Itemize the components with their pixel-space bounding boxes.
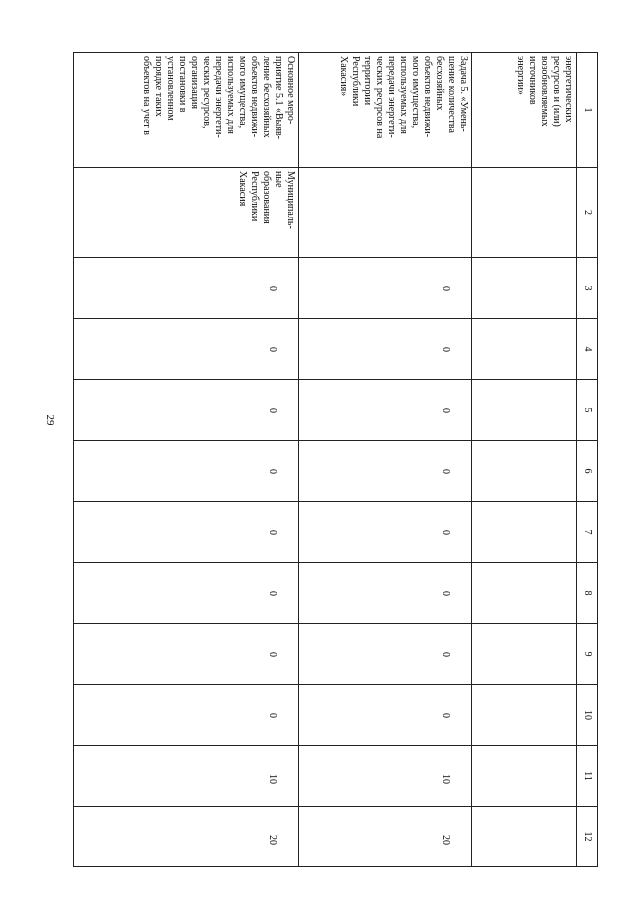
header-cell: 12: [577, 807, 598, 867]
table-row: [299, 53, 472, 867]
value-cell: [472, 258, 577, 319]
value-cell: 10: [299, 746, 472, 807]
value-cell: [472, 685, 577, 746]
value-cell: [472, 563, 577, 624]
header-cell: 10: [577, 685, 598, 746]
header-cell: 3: [577, 258, 598, 319]
header-cell: 9: [577, 624, 598, 685]
value-cell: 0: [299, 685, 472, 746]
value-cell: 0: [299, 563, 472, 624]
value-cell: 0: [74, 380, 299, 441]
page-number: 29: [44, 414, 56, 426]
header-cell: 2: [577, 168, 598, 258]
header-cell: 4: [577, 319, 598, 380]
header-cell: 5: [577, 380, 598, 441]
value-cell: 0: [299, 380, 472, 441]
value-cell: 0: [299, 319, 472, 380]
value-cell: [472, 502, 577, 563]
header-cell: 11: [577, 746, 598, 807]
header-cell: 7: [577, 502, 598, 563]
row-name-cell: Основное меро- приятие 5.1 «Выяв- ление бесхозяйных объектов недвижи- мого имущества, используемых для передачи энергети- ческих ресурсов, организация постановки в установленном порядке таких объектов на учет в: [74, 53, 299, 168]
executor-cell: Муниципаль- ные образования Республики Хакасия: [74, 168, 299, 258]
row-name-cell: Задача 5. «Умень- шение количества бесхозяйных объектов недвижи- мого имущества, используемых для передачи энергети- ческих ресурсов на территории Республики Хакасия»: [299, 53, 472, 168]
value-cell: 0: [74, 685, 299, 746]
value-cell: [472, 380, 577, 441]
value-cell: 0: [299, 624, 472, 685]
value-cell: [472, 624, 577, 685]
value-cell: 0: [74, 624, 299, 685]
value-cell: 10: [74, 746, 299, 807]
table-row: [74, 53, 299, 867]
header-cell: 6: [577, 441, 598, 502]
executor-cell: [299, 168, 472, 258]
value-cell: [472, 319, 577, 380]
header-cell: 8: [577, 563, 598, 624]
data-table: [73, 52, 598, 867]
value-cell: 20: [74, 807, 299, 867]
value-cell: 20: [299, 807, 472, 867]
rotated-table-container: [92, 52, 598, 853]
value-cell: 0: [74, 502, 299, 563]
header-cell: 1: [577, 53, 598, 168]
value-cell: 0: [74, 258, 299, 319]
executor-cell: [472, 168, 577, 258]
value-cell: [472, 746, 577, 807]
value-cell: [472, 441, 577, 502]
value-cell: [472, 807, 577, 867]
value-cell: 0: [299, 441, 472, 502]
value-cell: 0: [74, 441, 299, 502]
table-row: [472, 53, 577, 867]
table-header-row: [577, 53, 598, 867]
value-cell: 0: [74, 563, 299, 624]
row-name-cell: энергетических ресурсов и (или) возобновляемых источников энергии»: [472, 53, 577, 168]
value-cell: 0: [299, 502, 472, 563]
value-cell: 0: [74, 319, 299, 380]
value-cell: 0: [299, 258, 472, 319]
